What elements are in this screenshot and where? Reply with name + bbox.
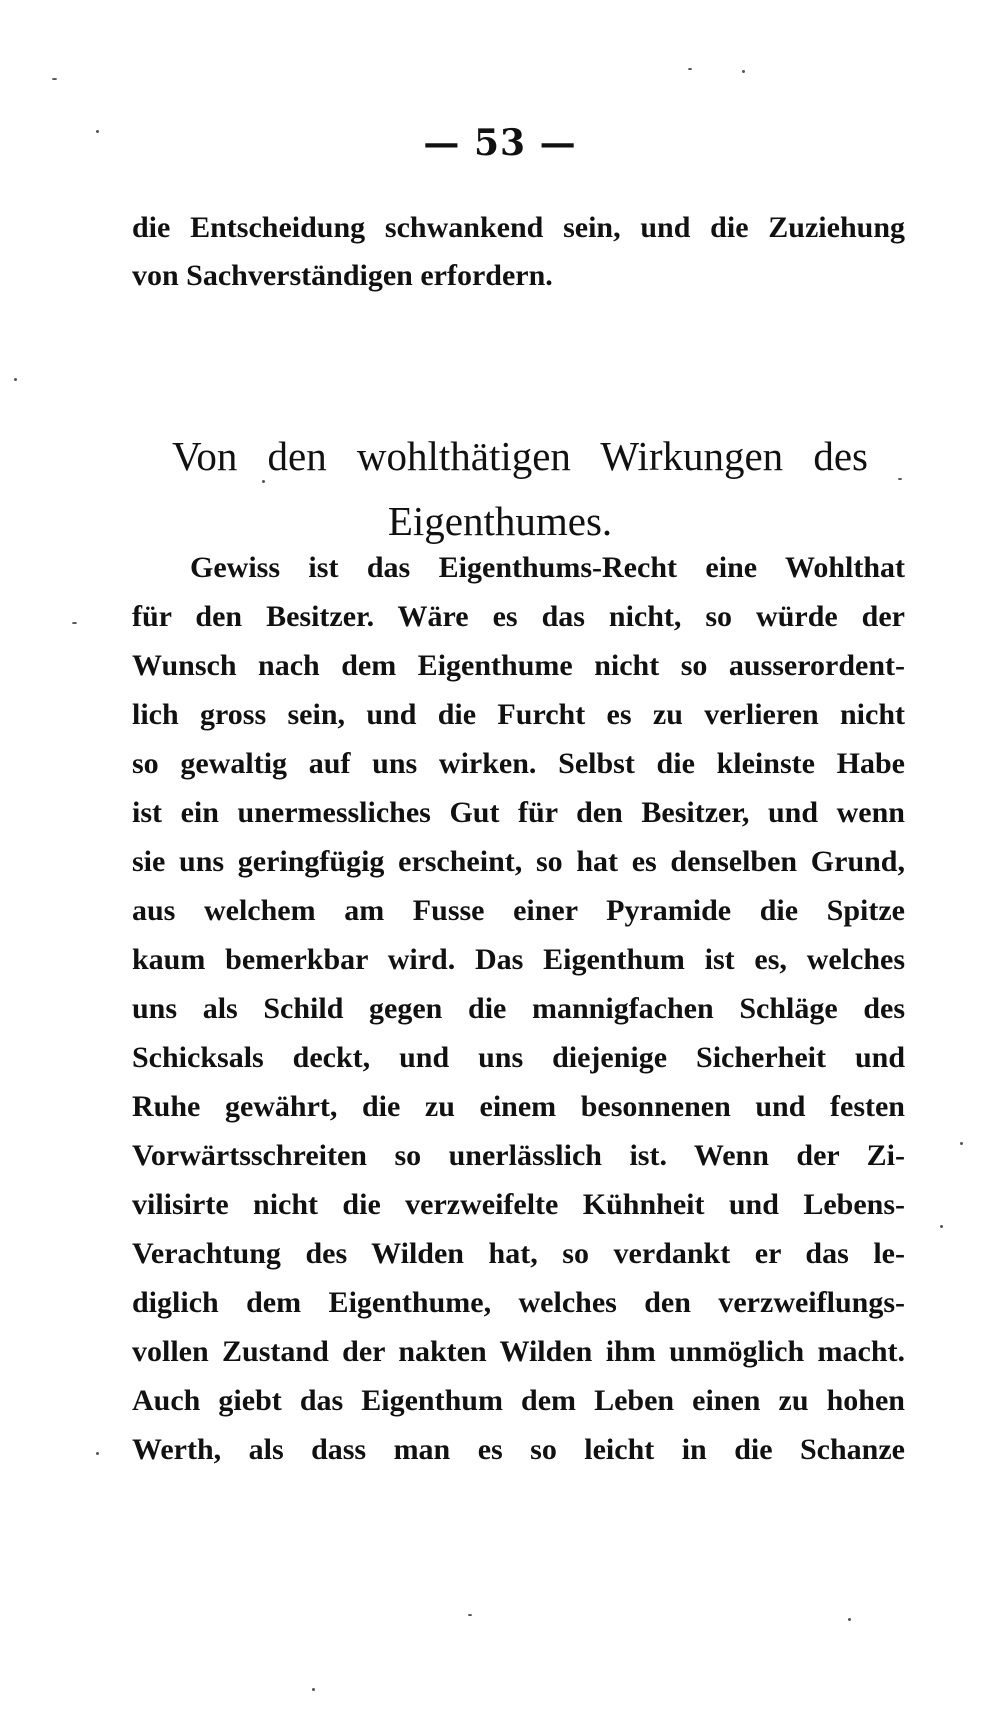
print-speck — [848, 1618, 851, 1621]
page-number: — 53 — — [423, 122, 577, 164]
paragraph-line: Schicksals deckt, und uns diejenige Sicherheit und — [132, 1041, 905, 1074]
print-speck — [312, 1688, 315, 1691]
print-speck — [898, 478, 902, 480]
paragraph-line: Wunsch nach dem Eigenthume nicht so ausserordent- — [132, 649, 905, 682]
paragraph-line: Verachtung des Wilden hat, so verdankt er das le- — [132, 1237, 905, 1270]
paragraph-line: ist ein unermessliches Gut für den Besitzer, und wenn — [132, 796, 905, 829]
paragraph-line: Werth, als dass man es so leicht in die Schanze — [132, 1433, 905, 1466]
paragraph-line: Ruhe gewährt, die zu einem besonnenen und festen — [132, 1090, 905, 1123]
section-heading-line-1: Von den wohlthätigen Wirkungen des — [172, 433, 868, 479]
paragraph-line: für den Besitzer. Wäre es das nicht, so würde der — [132, 600, 905, 633]
paragraph-line: Auch giebt das Eigenthum dem Leben einen zu hohen — [132, 1384, 905, 1417]
print-speck — [96, 130, 99, 133]
print-speck — [468, 1614, 472, 1616]
print-speck — [940, 1225, 943, 1228]
paragraph-line: sie uns geringfügig erscheint, so hat es denselben Grund, — [132, 845, 905, 878]
continuation-line-2: von Sachverständigen erfordern. — [132, 259, 553, 292]
section-heading-line-2: Eigenthumes. — [387, 498, 613, 544]
continuation-line-1: die Entscheidung schwankend sein, und die Zuziehung — [132, 211, 905, 244]
paragraph-line: so gewaltig auf uns wirken. Selbst die kleinste Habe — [132, 747, 905, 780]
paragraph-line: vilisirte nicht die verzweifelte Kühnheit und Lebens- — [132, 1188, 905, 1221]
paragraph-line: aus welchem am Fusse einer Pyramide die Spitze — [132, 894, 905, 927]
paragraph-line: diglich dem Eigenthume, welches den verzweiflungs- — [132, 1286, 905, 1319]
print-speck — [742, 70, 745, 73]
paragraph-line: kaum bemerkbar wird. Das Eigenthum ist es, welches — [132, 943, 905, 976]
print-speck — [688, 68, 692, 70]
paragraph-line: Gewiss ist das Eigenthums-Recht eine Wohlthat — [190, 551, 905, 584]
print-speck — [96, 1452, 99, 1455]
print-speck — [52, 78, 57, 80]
print-speck — [14, 378, 17, 381]
print-speck — [262, 480, 265, 483]
paragraph-line: vollen Zustand der nakten Wilden ihm unmöglich macht. — [132, 1335, 905, 1368]
paragraph-line: uns als Schild gegen die mannigfachen Schläge des — [132, 992, 905, 1025]
paragraph-line: lich gross sein, und die Furcht es zu verlieren nicht — [132, 698, 905, 731]
print-speck — [960, 1142, 963, 1145]
paragraph-line: Vorwärtsschreiten so unerlässlich ist. Wenn der Zi- — [132, 1139, 905, 1172]
print-speck — [72, 622, 77, 624]
